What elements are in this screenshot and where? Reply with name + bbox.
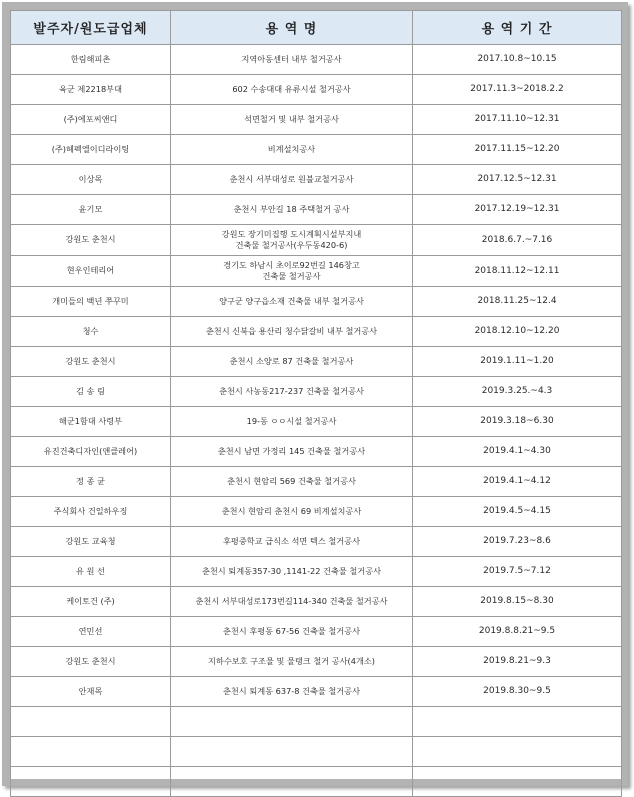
contract-table (10, 10, 622, 797)
client-cell: (주)헤펙엘이디라이팅 (11, 135, 171, 165)
service-period-cell: 2017.11.15~12.20 (413, 135, 622, 165)
service-name-cell: 춘천시 서부대성로 원불교철거공사 (171, 165, 413, 195)
client-cell: 정 종 균 (11, 467, 171, 497)
service-period-cell: 2019.8.8.21~9.5 (413, 617, 622, 647)
client-cell: 강원도 춘천시 (11, 647, 171, 677)
service-name-cell: 춘천시 퇴계동357-30 ,1141-22 건축물 철거공사 (171, 557, 413, 587)
document-sheet (10, 10, 621, 779)
service-name-cell: 춘천시 남면 가정리 145 건축물 철거공사 (171, 437, 413, 467)
client-cell: 유 원 선 (11, 557, 171, 587)
client-cell: 케이토건 (주) (11, 587, 171, 617)
table-row (11, 75, 622, 105)
client-cell: 윤기모 (11, 195, 171, 225)
service-name-cell: 지하수보호 구조물 및 물탱크 철거 공사(4개소) (171, 647, 413, 677)
service-name-cell: 강원도 장기미집행 도시계획시설부지내 건축물 철거공사(우두동420-6) (171, 225, 413, 256)
service-name-cell: 602 수송대대 유류시설 철거공사 (171, 75, 413, 105)
service-name-cell: 춘천시 현암리 춘천시 69 비계설치공사 (171, 497, 413, 527)
empty-row (11, 707, 622, 737)
empty-cell (11, 737, 171, 767)
header-service-period: 용 역 기 간 (413, 11, 622, 45)
service-name-cell: 춘천시 소양로 87 건축물 철거공사 (171, 347, 413, 377)
table-row (11, 647, 622, 677)
table-row (11, 347, 622, 377)
service-name-cell: 춘천시 신북읍 용산리 청수닭갈비 내부 철거공사 (171, 317, 413, 347)
table-row (11, 437, 622, 467)
table-row (11, 225, 622, 256)
table-row (11, 287, 622, 317)
service-period-cell: 2018.11.25~12.4 (413, 287, 622, 317)
service-period-cell: 2018.11.12~12.11 (413, 256, 622, 287)
client-cell: 안재목 (11, 677, 171, 707)
service-name-cell: 양구군 양구읍소재 건축물 내부 철거공사 (171, 287, 413, 317)
service-period-cell: 2019.4.1~4.30 (413, 437, 622, 467)
service-period-cell: 2017.11.10~12.31 (413, 105, 622, 135)
table-row (11, 557, 622, 587)
empty-cell (11, 707, 171, 737)
empty-cell (413, 737, 622, 767)
table-row (11, 45, 622, 75)
client-cell: 강원도 춘천시 (11, 225, 171, 256)
table-row (11, 377, 622, 407)
table-row (11, 317, 622, 347)
table-row (11, 105, 622, 135)
header-service-name: 용 역 명 (171, 11, 413, 45)
service-name-cell: 춘천시 후평동 67-56 건축물 철거공사 (171, 617, 413, 647)
client-cell: (주)에포씨앤디 (11, 105, 171, 135)
service-name-cell: 19-동 ㅇㅇ시설 철거공사 (171, 407, 413, 437)
service-period-cell: 2019.7.23~8.6 (413, 527, 622, 557)
table-row (11, 165, 622, 195)
empty-cell (171, 737, 413, 767)
table-row (11, 467, 622, 497)
client-cell: 현우인테리어 (11, 256, 171, 287)
service-period-cell: 2017.12.19~12.31 (413, 195, 622, 225)
client-cell: 개미들의 백년 쭈꾸미 (11, 287, 171, 317)
service-name-cell: 석면철거 및 내부 철거공사 (171, 105, 413, 135)
table-row (11, 497, 622, 527)
service-name-cell: 비계설치공사 (171, 135, 413, 165)
table-row (11, 135, 622, 165)
table-row (11, 407, 622, 437)
table-row (11, 527, 622, 557)
service-name-cell: 춘천시 현암리 569 건축물 철거공사 (171, 467, 413, 497)
empty-row (11, 737, 622, 767)
client-cell: 강원도 춘천시 (11, 347, 171, 377)
table-row (11, 587, 622, 617)
service-period-cell: 2019.8.21~9.3 (413, 647, 622, 677)
empty-row (11, 767, 622, 797)
service-name-cell: 지역아동센터 내부 철거공사 (171, 45, 413, 75)
table-row (11, 617, 622, 647)
service-name-cell: 춘천시 서부대성로173번길114-340 건축물 철거공사 (171, 587, 413, 617)
service-period-cell: 2019.4.1~4.12 (413, 467, 622, 497)
empty-cell (413, 767, 622, 797)
table-row (11, 677, 622, 707)
service-period-cell: 2017.11.3~2018.2.2 (413, 75, 622, 105)
service-name-cell: 춘천시 부안길 18 주택철거 공사 (171, 195, 413, 225)
service-period-cell: 2018.6.7.~7.16 (413, 225, 622, 256)
empty-cell (171, 707, 413, 737)
document-frame (2, 2, 628, 786)
client-cell: 청수 (11, 317, 171, 347)
client-cell: 김 송 림 (11, 377, 171, 407)
header-row (11, 11, 622, 45)
service-period-cell: 2017.12.5~12.31 (413, 165, 622, 195)
table-row (11, 195, 622, 225)
service-period-cell: 2019.7.5~7.12 (413, 557, 622, 587)
service-period-cell: 2017.10.8~10.15 (413, 45, 622, 75)
empty-cell (413, 707, 622, 737)
client-cell: 이상목 (11, 165, 171, 195)
service-period-cell: 2019.1.11~1.20 (413, 347, 622, 377)
service-period-cell: 2019.3.18~6.30 (413, 407, 622, 437)
empty-cell (171, 767, 413, 797)
client-cell: 주식회사 건일하우징 (11, 497, 171, 527)
client-cell: 해군1함대 사령부 (11, 407, 171, 437)
client-cell: 유진건축디자인(앤클레어) (11, 437, 171, 467)
service-name-cell: 춘천시 퇴계동 637-8 건축물 철거공사 (171, 677, 413, 707)
client-cell: 한림해피촌 (11, 45, 171, 75)
service-period-cell: 2019.4.5~4.15 (413, 497, 622, 527)
client-cell: 연민선 (11, 617, 171, 647)
service-name-cell: 춘천시 사농동217-237 건축물 철거공사 (171, 377, 413, 407)
service-period-cell: 2019.3.25.~4.3 (413, 377, 622, 407)
header-client: 발주자/원도급업체 (11, 11, 171, 45)
client-cell: 육군 제2218부대 (11, 75, 171, 105)
service-period-cell: 2018.12.10~12.20 (413, 317, 622, 347)
service-period-cell: 2019.8.30~9.5 (413, 677, 622, 707)
empty-cell (11, 767, 171, 797)
service-period-cell: 2019.8.15~8.30 (413, 587, 622, 617)
table-row (11, 256, 622, 287)
service-name-cell: 후평중학교 급식소 석면 텍스 철거공사 (171, 527, 413, 557)
client-cell: 강원도 교육청 (11, 527, 171, 557)
service-name-cell: 경기도 하남시 초이로92번길 146창고 건축물 철거공사 (171, 256, 413, 287)
